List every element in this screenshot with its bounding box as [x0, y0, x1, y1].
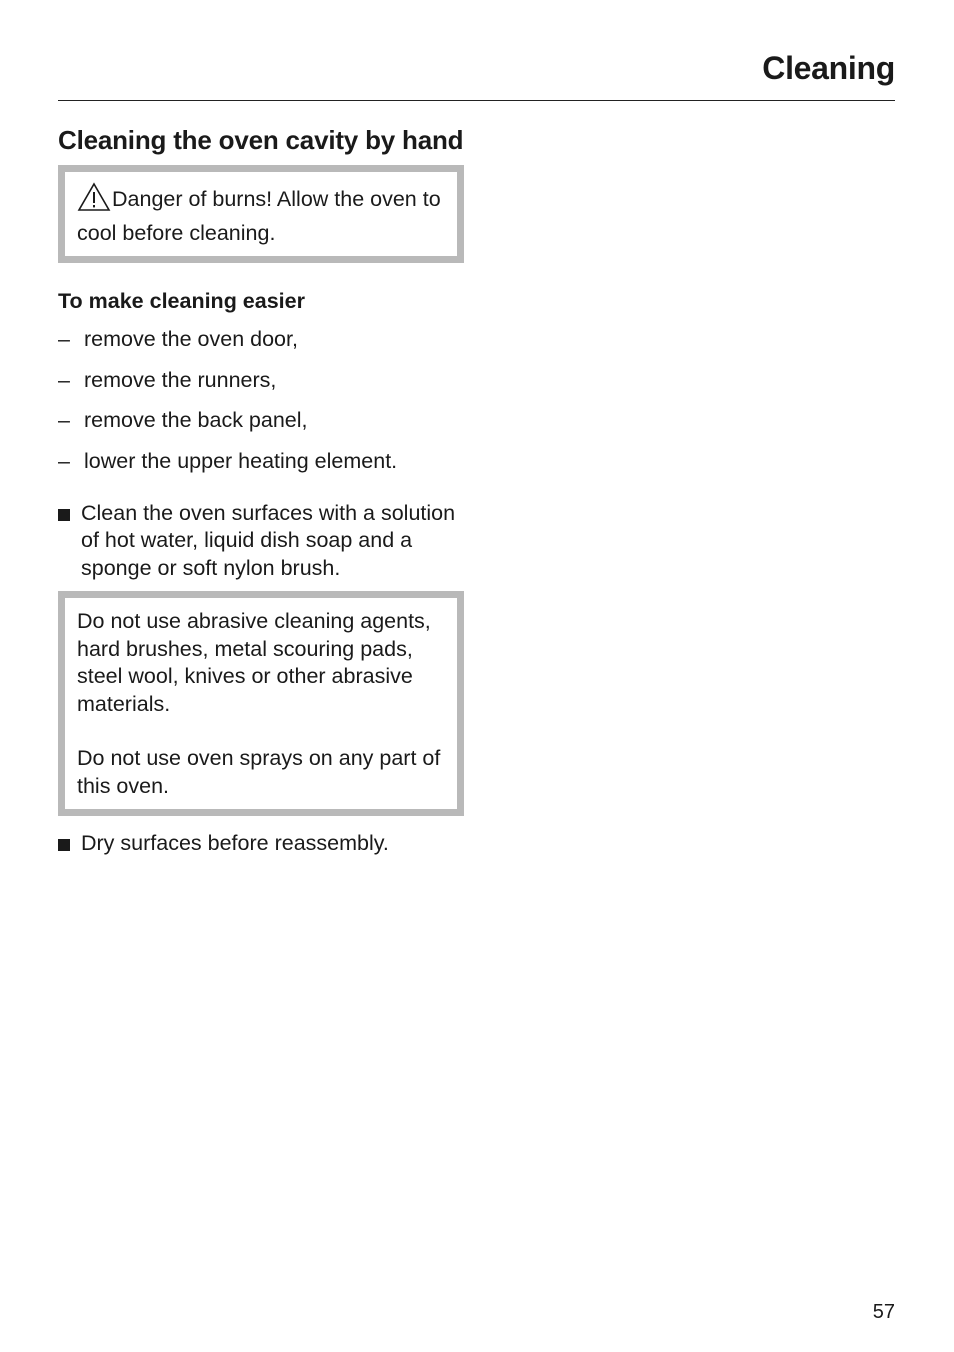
- note-paragraph: Do not use abrasive cleaning agents, hard brushes, metal scouring pads, steel wool, knives or other abrasive materials.: [77, 609, 431, 716]
- header-divider: [58, 100, 895, 101]
- step-text: Clean the oven surfaces with a solution of hot water, liquid dish soap and a sponge or soft nylon brush.: [81, 500, 456, 580]
- warning-box: [58, 165, 464, 263]
- list-item: [58, 326, 464, 352]
- dash-marker: –: [58, 448, 70, 473]
- list-item-text: remove the back panel,: [84, 408, 308, 432]
- warning-triangle-icon: [77, 182, 111, 220]
- list-item-text: remove the runners,: [84, 367, 277, 392]
- square-bullet-icon: [58, 509, 70, 521]
- dash-marker: –: [58, 408, 70, 432]
- list-item: [58, 367, 464, 393]
- list-item-text: remove the oven door,: [84, 327, 298, 351]
- page-number: 57: [872, 1301, 895, 1323]
- warning-text: Danger of burns! Allow the oven to cool before cleaning.: [77, 187, 441, 245]
- list-item: [58, 448, 464, 474]
- section-title: Cleaning the oven cavity by hand: [58, 125, 464, 155]
- warning-paragraph: [77, 182, 445, 247]
- list-item-text: lower the upper heating element.: [84, 448, 398, 473]
- step-text: Dry surfaces before reassembly.: [81, 831, 389, 855]
- step-item: [58, 500, 464, 583]
- list-item: [58, 407, 464, 433]
- dash-marker: –: [58, 367, 70, 392]
- page-header-title: Cleaning: [762, 50, 895, 86]
- square-bullet-icon: [58, 839, 70, 851]
- step-item: [58, 830, 464, 858]
- subheading: To make cleaning easier: [58, 289, 305, 313]
- note-box: [58, 591, 464, 816]
- dash-marker: –: [58, 327, 70, 351]
- note-paragraph: Do not use oven sprays on any part of this oven.: [77, 746, 441, 798]
- main-column: [58, 124, 464, 858]
- dash-list: [58, 326, 464, 474]
